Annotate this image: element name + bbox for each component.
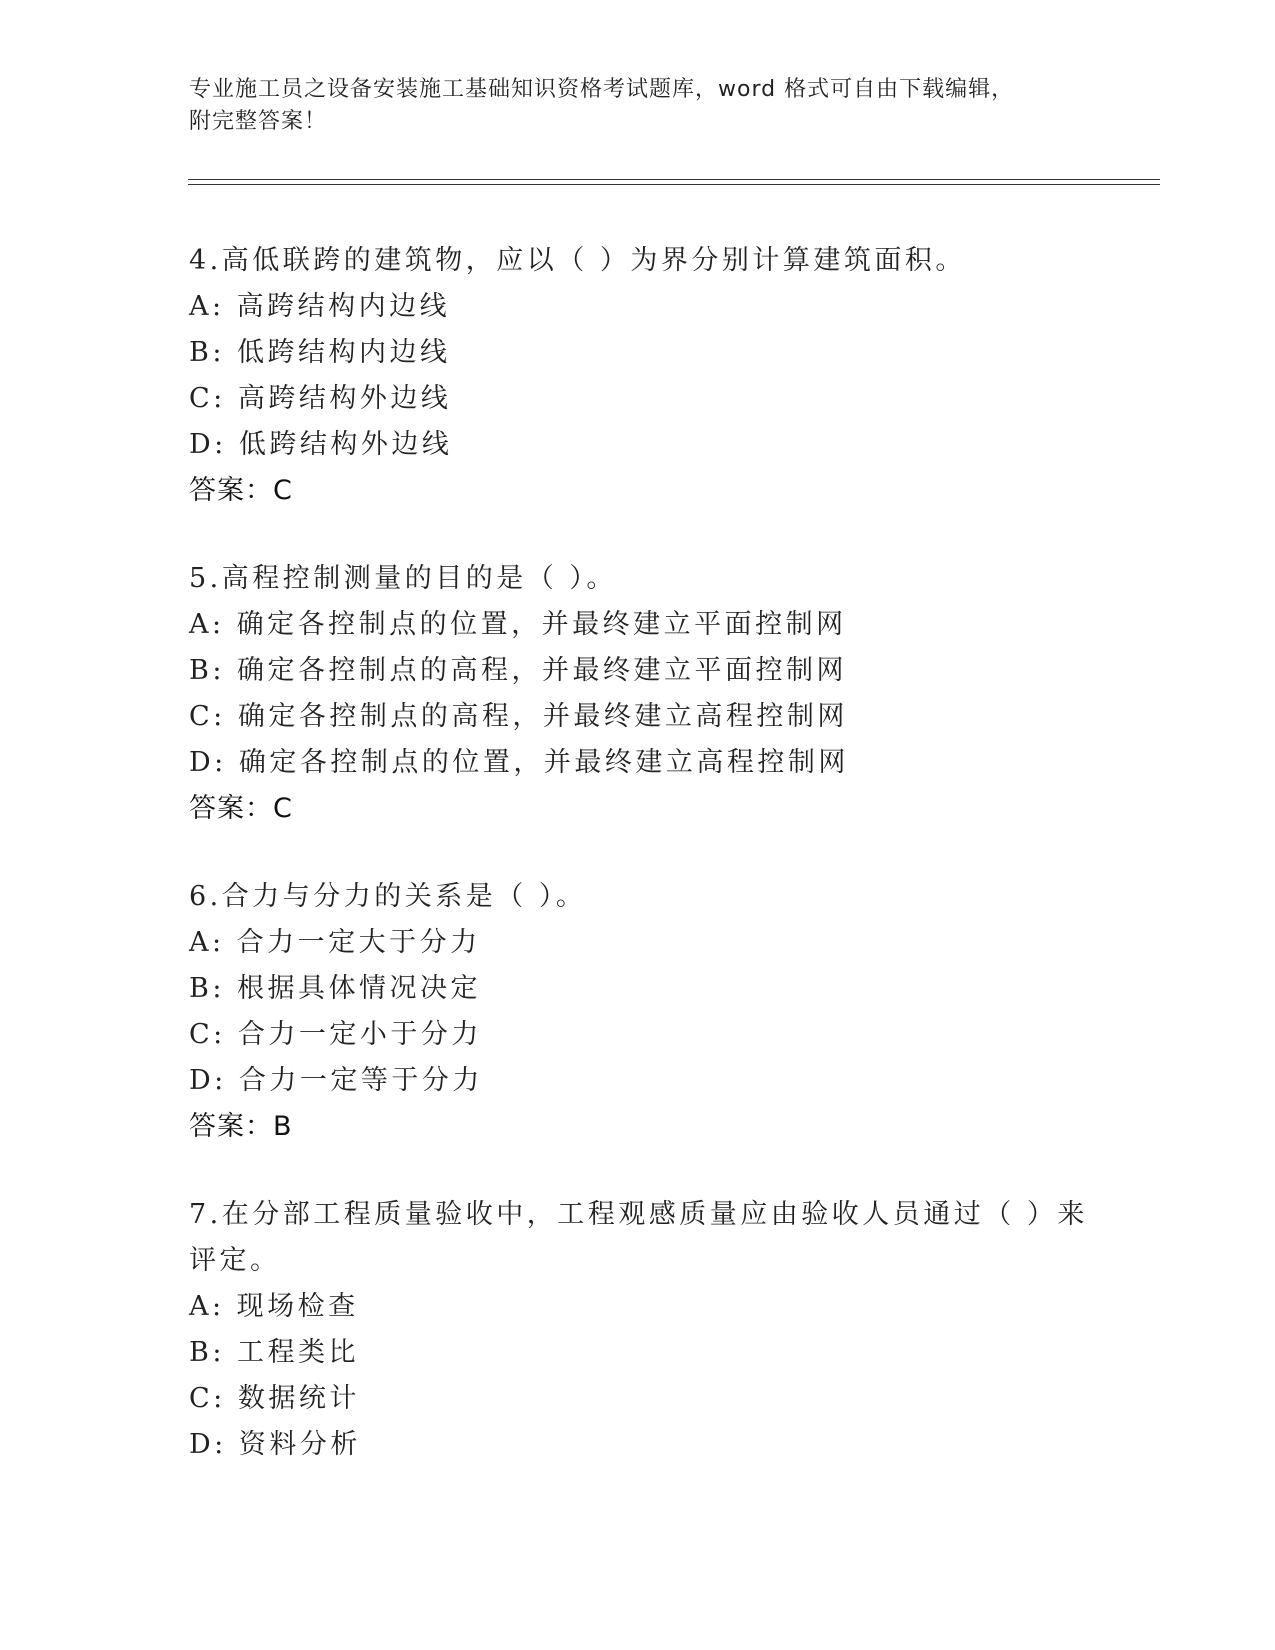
header-line-1: 专业施工员之设备安装施工基础知识资格考试题库，word 格式可自由下载编辑， — [189, 77, 1015, 102]
header-divider-bottom — [188, 184, 1160, 185]
answer-text: 答案：B — [189, 1111, 293, 1142]
option-a: A: 高跨结构内边线 — [189, 291, 451, 322]
option-c: C: 高跨结构外边线 — [189, 383, 452, 414]
answer-text: 答案：C — [189, 793, 293, 824]
option-d: D: 资料分析 — [189, 1429, 361, 1460]
question-5 — [189, 556, 1089, 832]
option-b: B: 工程类比 — [189, 1337, 360, 1368]
header-line-2: 附完整答案！ — [189, 109, 328, 134]
header-divider-top — [188, 179, 1160, 180]
question-6 — [189, 874, 1089, 1150]
option-a: A: 现场检查 — [189, 1291, 359, 1322]
option-a: A: 合力一定大于分力 — [189, 927, 481, 958]
question-list — [189, 238, 1089, 1468]
question-stem: 4.高低联跨的建筑物，应以（ ）为界分别计算建筑面积。 — [189, 245, 966, 276]
option-b: B: 确定各控制点的高程，并最终建立平面控制网 — [189, 655, 848, 686]
option-c: C: 合力一定小于分力 — [189, 1019, 482, 1050]
option-d: D: 合力一定等于分力 — [189, 1065, 483, 1096]
question-stem: 5.高程控制测量的目的是（ ）。 — [189, 563, 617, 594]
option-a: A: 确定各控制点的位置，并最终建立平面控制网 — [189, 609, 847, 640]
question-stem: 7.在分部工程质量验收中，工程观感质量应由验收人员通过（ ）来评定。 — [189, 1199, 1088, 1276]
option-b: B: 低跨结构内边线 — [189, 337, 451, 368]
question-4 — [189, 238, 1089, 514]
option-b: B: 根据具体情况决定 — [189, 973, 482, 1004]
option-d: D: 确定各控制点的位置，并最终建立高程控制网 — [189, 747, 849, 778]
answer-text: 答案：C — [189, 475, 293, 506]
option-c: C: 数据统计 — [189, 1383, 360, 1414]
option-d: D: 低跨结构外边线 — [189, 429, 453, 460]
option-c: C: 确定各控制点的高程，并最终建立高程控制网 — [189, 701, 848, 732]
question-7 — [189, 1192, 1089, 1468]
question-stem: 6.合力与分力的关系是（ ）。 — [189, 881, 587, 912]
document-header — [189, 74, 1069, 138]
